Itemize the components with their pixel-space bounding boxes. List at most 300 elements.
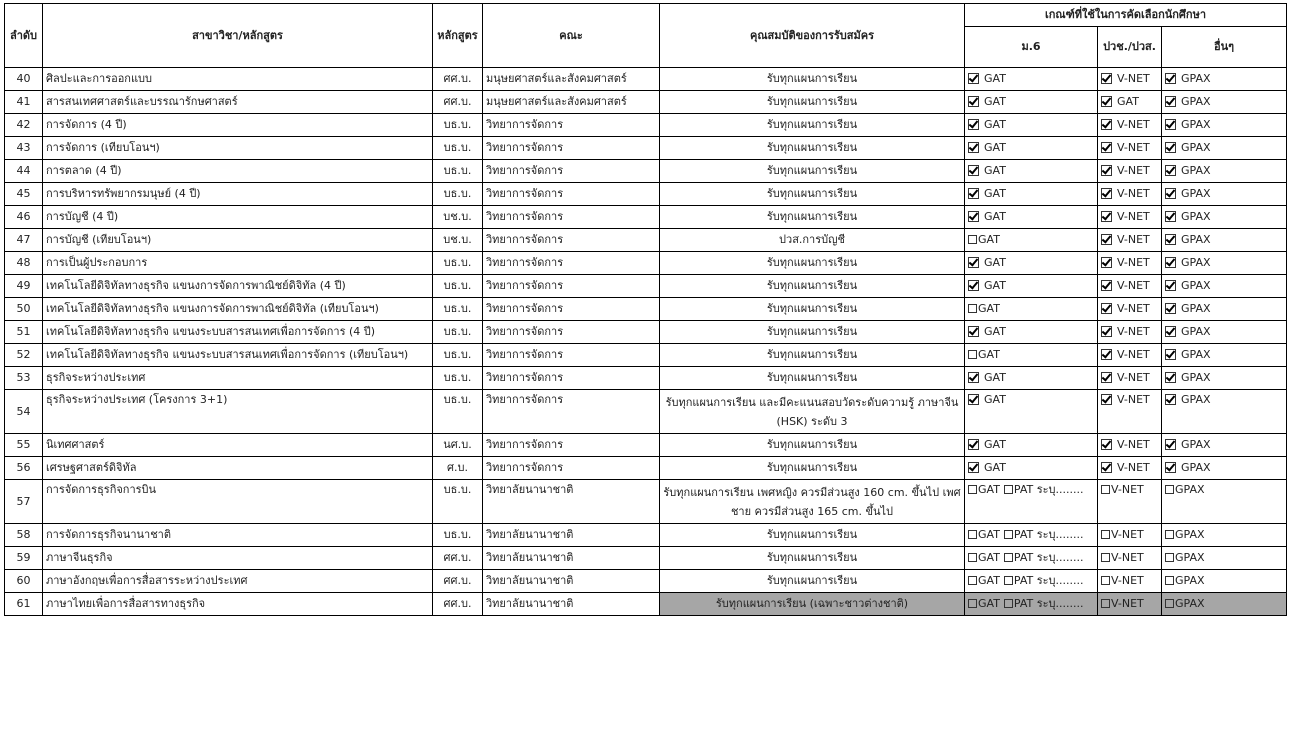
cell-degree: บธ.บ. [433,160,483,183]
checked-box-icon[interactable] [1101,462,1112,473]
cell-voc [1098,275,1162,298]
cell-other [1162,298,1287,321]
criterion-item [1101,483,1144,497]
criterion-label: GAT [984,187,1006,200]
checked-box-icon[interactable] [968,119,979,130]
checked-box-icon[interactable] [1165,96,1176,107]
table-row [5,68,1287,91]
empty-box-icon[interactable] [1101,553,1110,562]
cell-no: 57 [5,480,43,524]
header-qualification: คุณสมบัติของการรับสมัคร [660,4,965,68]
cell-degree: บธ.บ. [433,275,483,298]
criterion-label: GAT [984,210,1006,223]
criterion-item [968,118,1006,132]
criterion-label: GPAX [1175,574,1205,587]
cell-no: 51 [5,321,43,344]
checked-box-icon[interactable] [1165,188,1176,199]
criterion-item [968,371,1006,385]
checked-box-icon[interactable] [1101,119,1112,130]
criterion-label: V-NET [1111,597,1144,610]
empty-box-icon[interactable] [1101,576,1110,585]
criterion-item [1101,72,1150,86]
header-other: อื่นๆ [1162,27,1287,68]
empty-box-icon[interactable] [1165,553,1174,562]
cell-no: 44 [5,160,43,183]
table-row [5,367,1287,390]
cell-faculty: วิทยาลัยนานาชาติ [483,480,660,524]
criterion-label: GPAX [1181,371,1211,384]
cell-voc [1098,547,1162,570]
cell-qualification: รับทุกแผนการเรียน (เฉพาะชาวต่างชาติ) [660,593,965,616]
checked-box-icon[interactable] [1101,280,1112,291]
criterion-label: GAT [984,371,1006,384]
cell-other [1162,229,1287,252]
criterion-label: GAT [1117,95,1139,108]
cell-no: 49 [5,275,43,298]
empty-box-icon[interactable] [1165,576,1174,585]
cell-no: 41 [5,91,43,114]
cell-program: ธุรกิจระหว่างประเทศ (โครงการ 3+1) [43,390,433,434]
criterion-label: GAT [984,438,1006,451]
cell-qualification: รับทุกแผนการเรียน [660,68,965,91]
criterion-item [1165,72,1211,86]
checked-box-icon[interactable] [1165,462,1176,473]
criterion-item [1101,461,1150,475]
checked-box-icon[interactable] [1165,165,1176,176]
empty-box-icon[interactable] [1004,530,1013,539]
checked-box-icon[interactable] [968,280,979,291]
checked-box-icon[interactable] [1165,326,1176,337]
criterion-item [1004,574,1084,588]
cell-program: สารสนเทศศาสตร์และบรรณารักษศาสตร์ [43,91,433,114]
checked-box-icon[interactable] [1165,211,1176,222]
table-row [5,434,1287,457]
criterion-item [1101,302,1150,316]
criterion-item [968,141,1006,155]
cell-program: การเป็นผู้ประกอบการ [43,252,433,275]
cell-m6 [965,91,1098,114]
cell-m6 [965,593,1098,616]
cell-m6 [965,298,1098,321]
cell-other [1162,570,1287,593]
criterion-label: GPAX [1181,279,1211,292]
table-row [5,252,1287,275]
checked-box-icon[interactable] [968,188,979,199]
table-row [5,344,1287,367]
cell-other [1162,390,1287,434]
cell-program: การจัดการ (เทียบโอนฯ) [43,137,433,160]
table-row [5,480,1287,524]
criterion-item [1101,371,1150,385]
table-row [5,321,1287,344]
cell-program: ภาษาจีนธุรกิจ [43,547,433,570]
checked-box-icon[interactable] [1101,96,1112,107]
criterion-label: GPAX [1181,95,1211,108]
criterion-item [1165,574,1205,588]
cell-no: 58 [5,524,43,547]
empty-box-icon[interactable] [1004,576,1013,585]
cell-qualification: รับทุกแผนการเรียน [660,570,965,593]
cell-voc [1098,68,1162,91]
cell-program: การตลาด (4 ปี) [43,160,433,183]
criterion-label: GPAX [1175,597,1205,610]
criterion-item [968,551,1000,565]
cell-no: 59 [5,547,43,570]
empty-box-icon[interactable] [1101,599,1110,608]
checked-box-icon[interactable] [1101,188,1112,199]
header-faculty: คณะ [483,4,660,68]
criterion-item [968,302,1000,316]
cell-voc [1098,593,1162,616]
criterion-label: GAT [984,95,1006,108]
criterion-label: V-NET [1117,393,1150,406]
checked-box-icon[interactable] [1101,142,1112,153]
criterion-label: V-NET [1117,233,1150,246]
cell-voc [1098,229,1162,252]
criterion-item [1101,528,1144,542]
cell-other [1162,321,1287,344]
cell-qualification: รับทุกแผนการเรียน [660,160,965,183]
cell-m6 [965,480,1098,524]
cell-other [1162,68,1287,91]
empty-box-icon[interactable] [968,553,977,562]
cell-faculty: วิทยาการจัดการ [483,252,660,275]
empty-box-icon[interactable] [968,235,977,244]
cell-other [1162,206,1287,229]
cell-m6 [965,457,1098,480]
criterion-label: GAT [984,141,1006,154]
criterion-item [968,187,1006,201]
criterion-label: GPAX [1181,256,1211,269]
checked-box-icon[interactable] [1165,372,1176,383]
checked-box-icon[interactable] [1101,349,1112,360]
checked-box-icon[interactable] [1165,439,1176,450]
criterion-label: V-NET [1111,528,1144,541]
criterion-item [1101,256,1150,270]
cell-qualification: รับทุกแผนการเรียน [660,114,965,137]
criterion-label: V-NET [1117,256,1150,269]
checked-box-icon[interactable] [1165,142,1176,153]
header-no: ลำดับ [5,4,43,68]
empty-box-icon[interactable] [968,530,977,539]
checked-box-icon[interactable] [1101,73,1112,84]
criterion-label: GAT [984,256,1006,269]
table-row [5,91,1287,114]
cell-faculty: วิทยาการจัดการ [483,137,660,160]
cell-faculty: วิทยาการจัดการ [483,183,660,206]
checked-box-icon[interactable] [1165,234,1176,245]
checked-box-icon[interactable] [1101,394,1112,405]
cell-m6 [965,547,1098,570]
cell-qualification: รับทุกแผนการเรียน [660,547,965,570]
cell-m6 [965,206,1098,229]
cell-no: 43 [5,137,43,160]
header-degree: หลักสูตร [433,4,483,68]
cell-program: การจัดการธุรกิจการบิน [43,480,433,524]
cell-voc [1098,252,1162,275]
criterion-item [1101,210,1150,224]
checked-box-icon[interactable] [1101,211,1112,222]
checked-box-icon[interactable] [1165,394,1176,405]
cell-degree: นศ.บ. [433,434,483,457]
empty-box-icon[interactable] [1004,553,1013,562]
checked-box-icon[interactable] [1165,280,1176,291]
cell-m6 [965,114,1098,137]
criterion-label: GPAX [1181,210,1211,223]
criterion-label: GPAX [1181,348,1211,361]
cell-no: 55 [5,434,43,457]
table-row [5,457,1287,480]
cell-degree: บธ.บ. [433,114,483,137]
checked-box-icon[interactable] [1165,349,1176,360]
criterion-label: GPAX [1181,461,1211,474]
checked-box-icon[interactable] [1165,257,1176,268]
cell-voc [1098,344,1162,367]
cell-other [1162,593,1287,616]
criterion-item [1101,187,1150,201]
criterion-label: GAT [978,551,1000,564]
cell-qualification: รับทุกแผนการเรียน [660,434,965,457]
cell-other [1162,275,1287,298]
cell-no: 45 [5,183,43,206]
cell-qualification: รับทุกแผนการเรียน [660,367,965,390]
checked-box-icon[interactable] [968,257,979,268]
criterion-label: GPAX [1175,483,1205,496]
checked-box-icon[interactable] [968,165,979,176]
cell-program: การจัดการธุรกิจนานาชาติ [43,524,433,547]
criterion-item [968,256,1006,270]
criterion-item [1165,528,1205,542]
cell-degree: บธ.บ. [433,252,483,275]
empty-box-icon[interactable] [1004,485,1013,494]
cell-degree: ศศ.บ. [433,593,483,616]
cell-voc [1098,183,1162,206]
cell-voc [1098,434,1162,457]
criterion-label: GPAX [1181,393,1211,406]
table-row [5,570,1287,593]
empty-box-icon[interactable] [968,485,977,494]
cell-no: 47 [5,229,43,252]
table-row [5,206,1287,229]
cell-other [1162,457,1287,480]
criterion-label: V-NET [1117,461,1150,474]
checked-box-icon[interactable] [1101,165,1112,176]
checked-box-icon[interactable] [968,394,979,405]
criterion-item [1165,210,1211,224]
cell-m6 [965,229,1098,252]
empty-box-icon[interactable] [968,599,977,608]
cell-m6 [965,160,1098,183]
criterion-label: PAT ระบุ........ [1013,483,1084,496]
cell-program: ภาษาอังกฤษเพื่อการสื่อสารระหว่างประเทศ [43,570,433,593]
criterion-item [1165,438,1211,452]
cell-program: เทคโนโลยีดิจิทัลทางธุรกิจ แขนงระบบสารสนเทศเพื่อการจัดการ (เทียบโอนฯ) [43,344,433,367]
cell-faculty: วิทยาลัยนานาชาติ [483,570,660,593]
cell-qualification: รับทุกแผนการเรียน เพศหญิง ควรมีส่วนสูง 160 cm. ขึ้นไป เพศชาย ควรมีส่วนสูง 165 cm. ขึ้นไป [660,480,965,524]
criterion-label: V-NET [1117,141,1150,154]
cell-faculty: วิทยาการจัดการ [483,275,660,298]
cell-program: เศรษฐศาสตร์ดิจิทัล [43,457,433,480]
criterion-label: GPAX [1181,302,1211,315]
criterion-label: PAT ระบุ........ [1013,574,1084,587]
criterion-item [968,574,1000,588]
criterion-item [1165,371,1211,385]
empty-box-icon[interactable] [1101,485,1110,494]
cell-m6 [965,275,1098,298]
cell-faculty: วิทยาการจัดการ [483,434,660,457]
cell-qualification: รับทุกแผนการเรียน [660,183,965,206]
table-row [5,390,1287,434]
cell-no: 40 [5,68,43,91]
empty-box-icon[interactable] [968,304,977,313]
cell-no: 53 [5,367,43,390]
cell-program: ภาษาไทยเพื่อการสื่อสารทางธุรกิจ [43,593,433,616]
criterion-item [1165,118,1211,132]
criterion-item [1004,483,1084,497]
checked-box-icon[interactable] [968,96,979,107]
cell-other [1162,91,1287,114]
cell-degree: บช.บ. [433,229,483,252]
cell-m6 [965,183,1098,206]
empty-box-icon[interactable] [1101,530,1110,539]
cell-faculty: วิทยาการจัดการ [483,344,660,367]
cell-program: การบริหารทรัพยากรมนุษย์ (4 ปี) [43,183,433,206]
empty-box-icon[interactable] [1165,485,1174,494]
checked-box-icon[interactable] [1101,439,1112,450]
criterion-item [1101,164,1150,178]
checked-box-icon[interactable] [968,142,979,153]
header-voc: ปวช./ปวส. [1098,27,1162,68]
criterion-item [1165,95,1211,109]
cell-degree: ศศ.บ. [433,570,483,593]
cell-other [1162,524,1287,547]
criterion-label: V-NET [1111,574,1144,587]
criterion-item [1165,302,1211,316]
cell-qualification: รับทุกแผนการเรียน [660,298,965,321]
criterion-item [1165,187,1211,201]
cell-voc [1098,390,1162,434]
checked-box-icon[interactable] [1165,73,1176,84]
cell-degree: ศศ.บ. [433,68,483,91]
cell-faculty: วิทยาการจัดการ [483,321,660,344]
cell-degree: บธ.บ. [433,137,483,160]
criterion-item [968,393,1006,407]
criterion-item [1101,393,1150,407]
checked-box-icon[interactable] [968,326,979,337]
admission-criteria-table [4,3,1287,616]
cell-degree: ศศ.บ. [433,547,483,570]
checked-box-icon[interactable] [968,73,979,84]
checked-box-icon[interactable] [1101,234,1112,245]
table-row [5,160,1287,183]
criterion-item [1101,118,1150,132]
checked-box-icon[interactable] [968,372,979,383]
cell-program: การบัญชี (เทียบโอนฯ) [43,229,433,252]
checked-box-icon[interactable] [1101,303,1112,314]
cell-degree: บธ.บ. [433,344,483,367]
criterion-item [1165,393,1211,407]
checked-box-icon[interactable] [968,462,979,473]
criterion-label: GPAX [1181,118,1211,131]
criterion-label: V-NET [1117,187,1150,200]
cell-qualification: รับทุกแผนการเรียน [660,91,965,114]
criterion-label: GPAX [1175,528,1205,541]
criterion-label: GAT [978,574,1000,587]
cell-other [1162,434,1287,457]
criterion-item [1101,348,1150,362]
cell-faculty: วิทยาการจัดการ [483,367,660,390]
empty-box-icon[interactable] [968,350,977,359]
empty-box-icon[interactable] [1004,599,1013,608]
criterion-item [968,597,1000,611]
table-row [5,547,1287,570]
criterion-item [1101,325,1150,339]
criterion-label: GAT [984,118,1006,131]
cell-no: 46 [5,206,43,229]
criterion-item [1101,95,1139,109]
table-row [5,183,1287,206]
cell-qualification: รับทุกแผนการเรียน และมีคะแนนสอบวัดระดับความรู้ ภาษาจีน (HSK) ระดับ 3 [660,390,965,434]
criterion-label: GAT [978,528,1000,541]
checked-box-icon[interactable] [968,439,979,450]
cell-no: 42 [5,114,43,137]
header-m6: ม.6 [965,27,1098,68]
criterion-item [1165,348,1211,362]
cell-program: เทคโนโลยีดิจิทัลทางธุรกิจ แขนงระบบสารสนเทศเพื่อการจัดการ (4 ปี) [43,321,433,344]
criterion-item [1165,597,1205,611]
cell-other [1162,367,1287,390]
cell-faculty: วิทยาลัยนานาชาติ [483,547,660,570]
cell-degree: ศศ.บ. [433,91,483,114]
cell-qualification: รับทุกแผนการเรียน [660,344,965,367]
cell-faculty: วิทยาการจัดการ [483,229,660,252]
checked-box-icon[interactable] [1101,326,1112,337]
checked-box-icon[interactable] [968,211,979,222]
criterion-label: V-NET [1117,210,1150,223]
criterion-item [1004,528,1084,542]
checked-box-icon[interactable] [1165,303,1176,314]
cell-faculty: วิทยาการจัดการ [483,114,660,137]
cell-no: 60 [5,570,43,593]
cell-m6 [965,344,1098,367]
cell-other [1162,480,1287,524]
criterion-label: V-NET [1117,348,1150,361]
criterion-item [1101,233,1150,247]
table-row [5,275,1287,298]
cell-other [1162,160,1287,183]
criterion-label: GAT [984,164,1006,177]
criterion-item [968,325,1006,339]
checked-box-icon[interactable] [1165,119,1176,130]
cell-faculty: มนุษยศาสตร์และสังคมศาสตร์ [483,91,660,114]
cell-program: การจัดการ (4 ปี) [43,114,433,137]
checked-box-icon[interactable] [1101,372,1112,383]
cell-degree: บธ.บ. [433,390,483,434]
cell-voc [1098,570,1162,593]
empty-box-icon[interactable] [1165,599,1174,608]
criterion-item [1004,597,1084,611]
empty-box-icon[interactable] [1165,530,1174,539]
criterion-label: V-NET [1111,483,1144,496]
cell-degree: บธ.บ. [433,367,483,390]
checked-box-icon[interactable] [1101,257,1112,268]
criterion-label: GAT [978,302,1000,315]
header-program: สาขาวิชา/หลักสูตร [43,4,433,68]
empty-box-icon[interactable] [968,576,977,585]
cell-program: การบัญชี (4 ปี) [43,206,433,229]
cell-no: 61 [5,593,43,616]
cell-degree: บธ.บ. [433,321,483,344]
